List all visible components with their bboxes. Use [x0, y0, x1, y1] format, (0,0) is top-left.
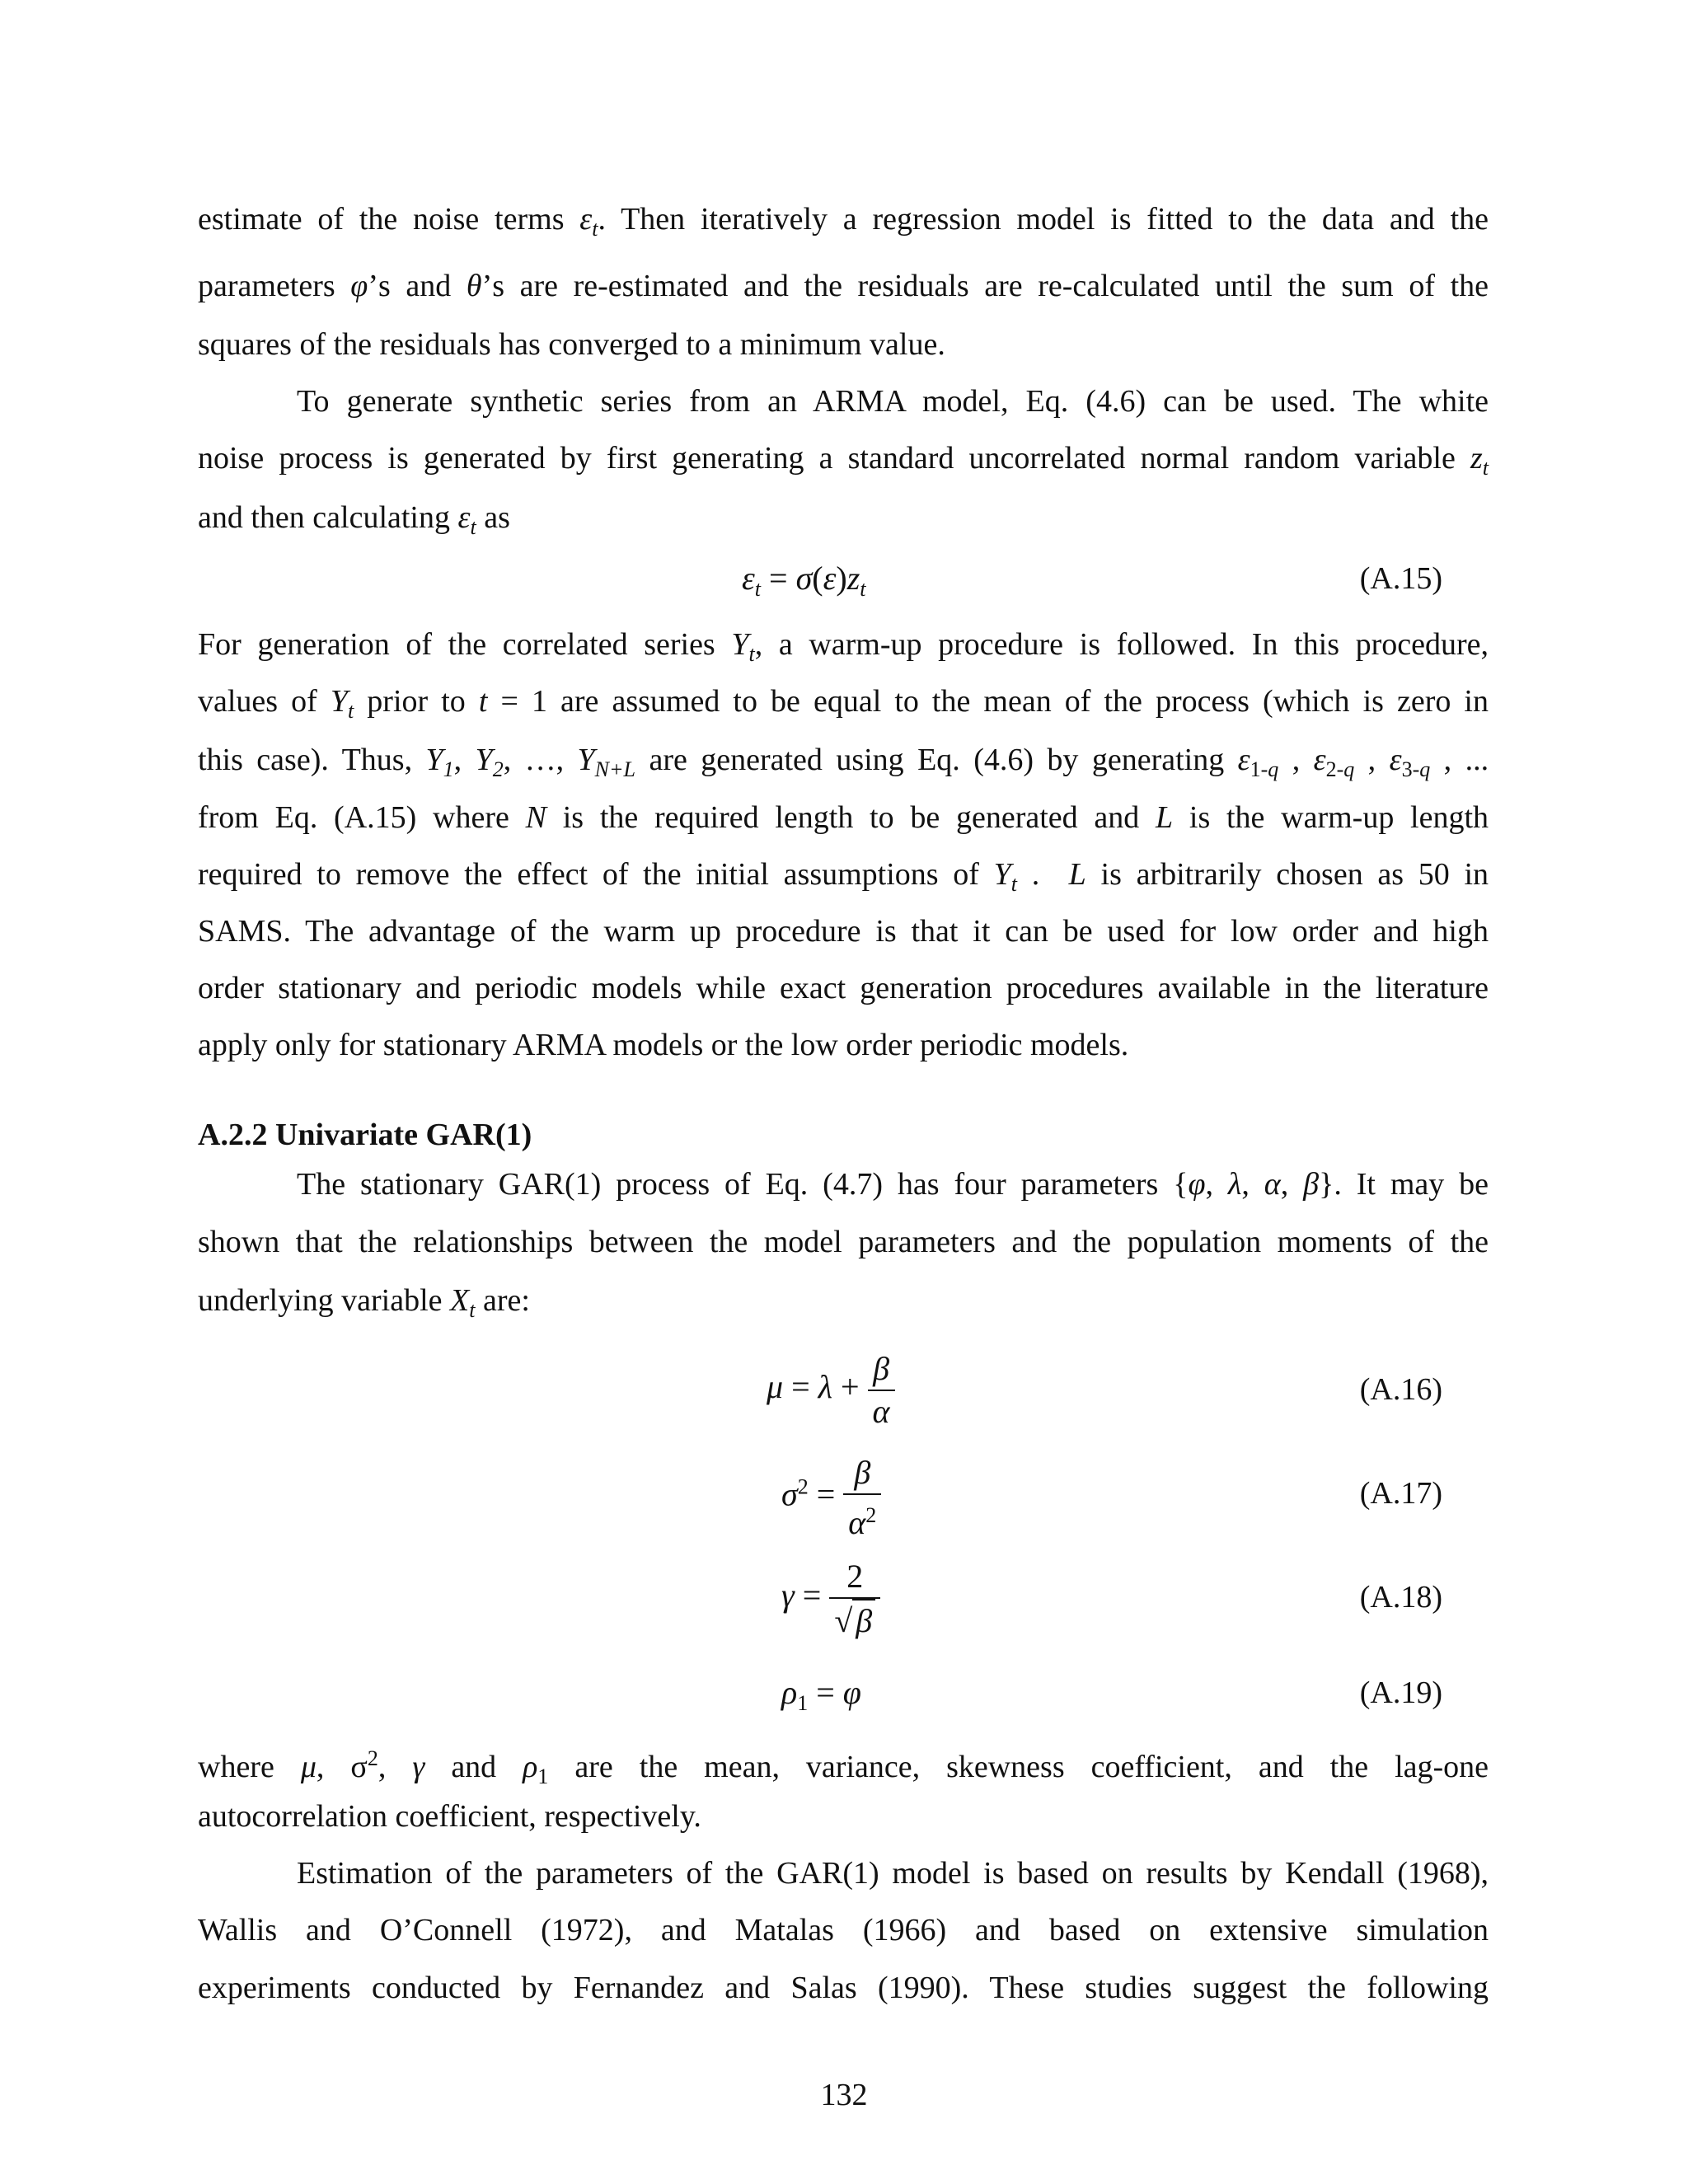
equation-number: (A.18)	[1359, 1580, 1442, 1615]
equation-number: (A.15)	[1359, 561, 1442, 596]
paragraph-line: where μ, $\sigma^2$, γ and $\rho_1$ are the mean, variance, skewness coefficient, and the lag-one	[198, 1746, 1489, 1788]
paragraph-line: and then calculating $\varepsilon_t$ as	[198, 500, 510, 539]
paragraph-line: parameters φ’s and θ’s are re-estimated and the residuals are re-calculated until the sum of the	[198, 269, 1489, 303]
paragraph-line: required to remove the effect of the initial assumptions of $Y_t$ . L is arbitrarily chosen as 50 in	[198, 857, 1489, 896]
paragraph-line: underlying variable $X_t$ are:	[198, 1283, 530, 1322]
paragraph-line: Wallis and O’Connell (1972), and Matalas (1966) and based on extensive simulation	[198, 1913, 1489, 1947]
equation-number: (A.16)	[1359, 1372, 1442, 1407]
page-number: 132	[820, 2078, 868, 2112]
paragraph-line: Estimation of the parameters of the GAR(1) model is based on results by Kendall (1968),	[297, 1856, 1489, 1891]
paragraph-line: squares of the residuals has converged to a minimum value.	[198, 327, 945, 362]
equation-a15: $\varepsilon_t = \sigma(\varepsilon)z_t$	[742, 560, 866, 601]
paragraph-line: For generation of the correlated series $Y_t$, a warm-up procedure is followed. In this procedure,	[198, 627, 1489, 666]
paragraph-line: experiments conducted by Fernandez and Salas (1990). These studies suggest the following	[198, 1971, 1489, 2005]
paragraph-line: noise process is generated by first generating a standard uncorrelated normal random variable $z_t$	[198, 441, 1489, 480]
paragraph-line: order stationary and periodic models while exact generation procedures available in the literature	[198, 971, 1489, 1005]
paragraph-line: apply only for stationary ARMA models or the low order periodic models.	[198, 1028, 1129, 1062]
paragraph-line: SAMS. The advantage of the warm up procedure is that it can be used for low order and high	[198, 914, 1489, 949]
equation-number: (A.19)	[1359, 1675, 1442, 1710]
equation-a18: γ = $\frac{2}{√ \beta}$	[781, 1556, 880, 1642]
paragraph-line: this case). Thus, $Y_1$, $Y_2$, …, $Y_{N+L}$ are generated using Eq. (4.6) by generating $\varepsilon_{1-q}$ , $\varepsilon_{2-q}$ , $\varepsilon_{3-q}$ , ...	[198, 743, 1489, 781]
equation-number: (A.17)	[1359, 1476, 1442, 1511]
paragraph-line: To generate synthetic series from an ARMA model, Eq. (4.6) can be used. The white	[297, 384, 1489, 419]
equation-a19: $\rho_1 = \varphi$	[781, 1674, 861, 1715]
section-heading: A.2.2 Univariate GAR(1)	[198, 1118, 532, 1152]
paragraph-line: autocorrelation coefficient, respectively.	[198, 1799, 701, 1834]
paragraph-line: estimate of the noise terms $\varepsilon_t$. Then iteratively a regression model is fitted to the data and the	[198, 202, 1489, 241]
equation-a17: $\sigma^2$ = $\frac{\beta}{\alpha^2}$	[781, 1452, 881, 1544]
paragraph-line: values of $Y_t$ prior to t = 1 are assumed to be equal to the mean of the process (which is zero in	[198, 684, 1489, 723]
paragraph-line: The stationary GAR(1) process of Eq. (4.7) has four parameters {φ, λ, α, β}. It may be	[297, 1167, 1489, 1202]
paragraph-line: from Eq. (A.15) where N is the required length to be generated and L is the warm-up length	[198, 800, 1489, 835]
equation-a16: μ = λ + $\frac{\beta}{\alpha}$	[767, 1348, 895, 1432]
paragraph-line: shown that the relationships between the model parameters and the population moments of the	[198, 1225, 1489, 1259]
